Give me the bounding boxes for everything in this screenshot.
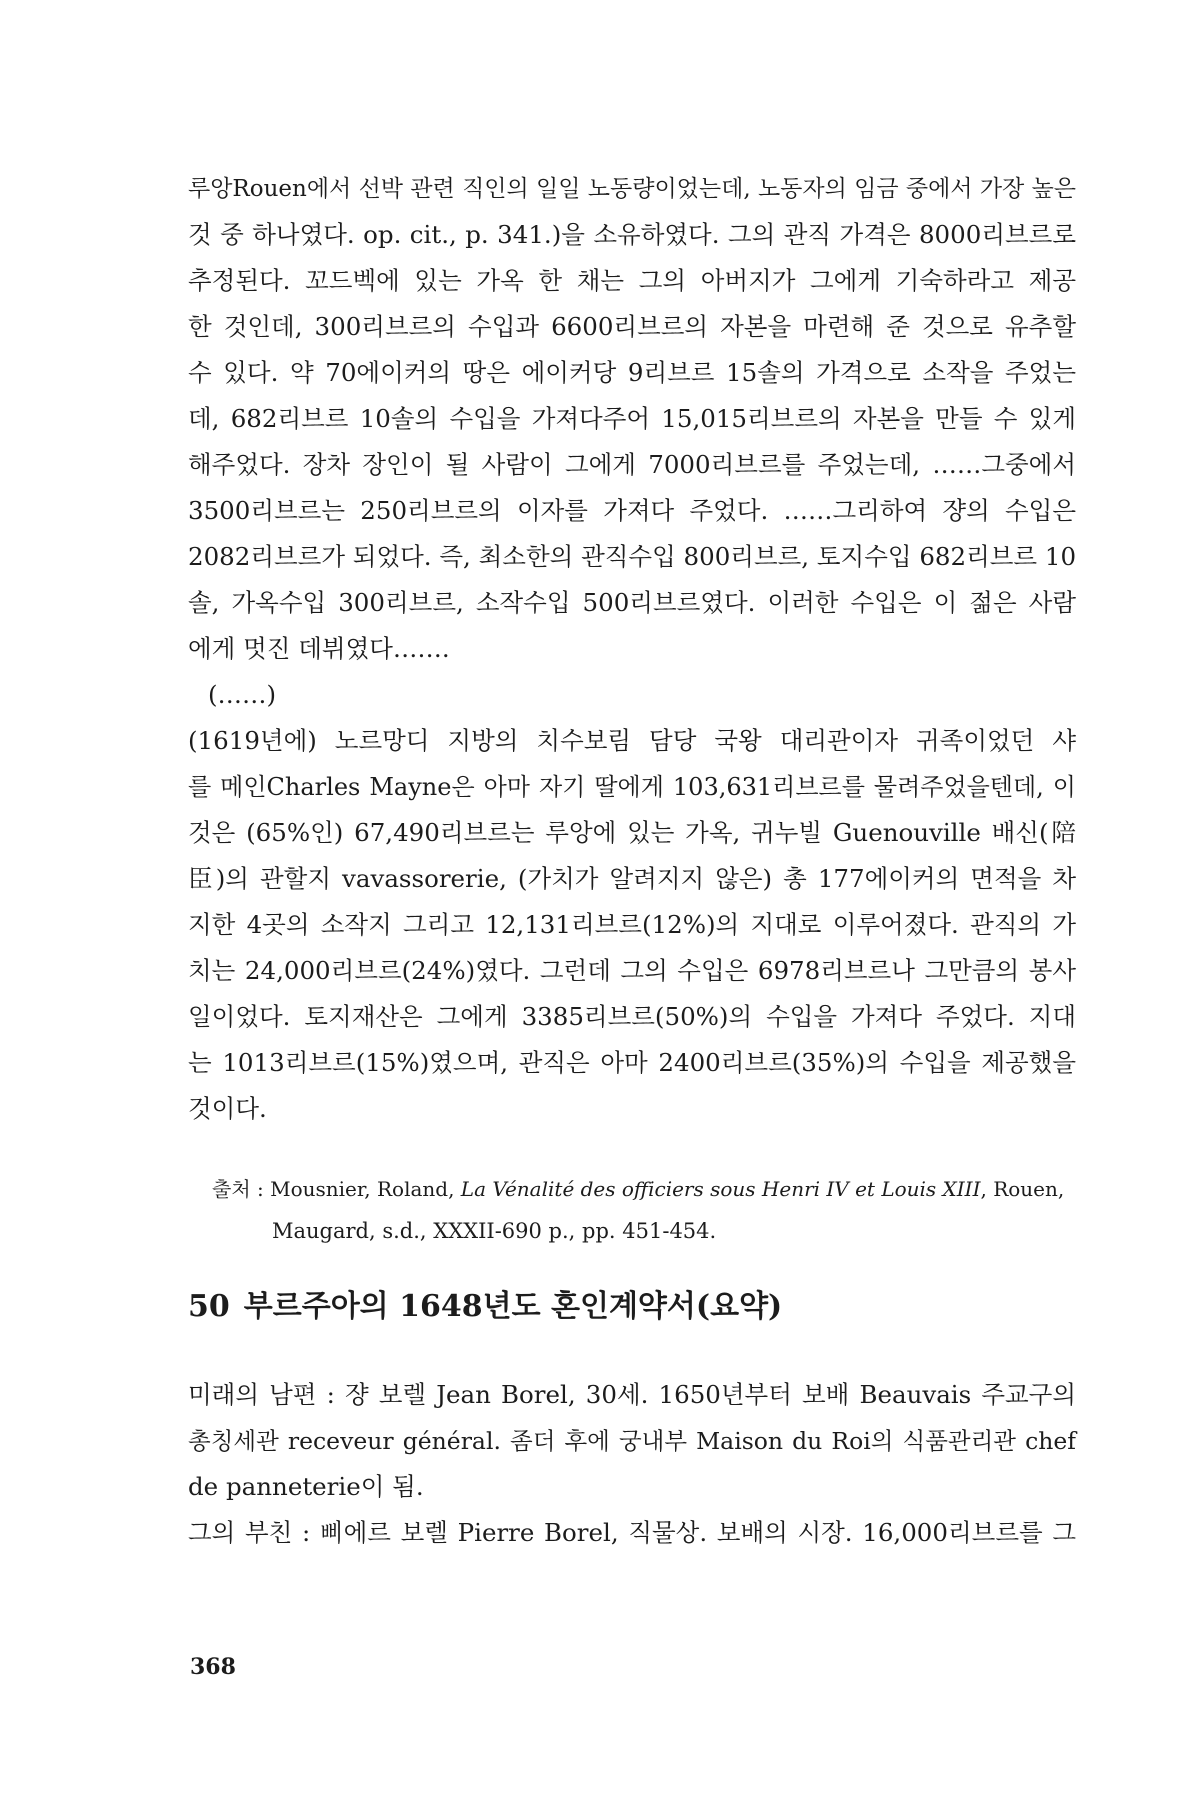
ellipsis-marker: (……)	[208, 680, 277, 709]
source-author: Mousnier, Roland,	[270, 1177, 461, 1201]
source-line: Maugard, s.d., XXXII-690 p., pp. 451-454.	[272, 1219, 717, 1243]
page-number: 368	[190, 1654, 236, 1680]
body-line: 지한 4곳의 소작지 그리고 12,131리브르(12%)의 지대로 이루어졌다. 관직의 가	[188, 910, 1076, 939]
body-line: 에게 멋진 데뷔였다…….	[188, 634, 450, 663]
body-line: 일이었다. 토지재산은 그에게 3385리브르(50%)의 수입을 가져다 주었다. 지대	[188, 1002, 1076, 1031]
contract-line: de panneterie이 됨.	[188, 1472, 424, 1501]
body-line: 루앙Rouen에서 선박 관련 직인의 일일 노동량이었는데, 노동자의 임금 중에서 가장 높은	[188, 176, 1077, 202]
body-line: 는 1013리브르(15%)였으며, 관직은 아마 2400리브르(35%)의 수입을 제공했을	[188, 1048, 1076, 1077]
body-line: 치는 24,000리브르(24%)였다. 그런데 그의 수입은 6978리브르나 그만큼의 봉사	[188, 956, 1076, 985]
body-line: 것 중 하나였다. op. cit., p. 341.)을 소유하였다. 그의 관직 가격은 8000리브르로	[188, 220, 1076, 249]
source-line	[212, 1168, 1072, 1210]
contract-text	[188, 1372, 1076, 1556]
section-number: 50	[188, 1289, 230, 1324]
section-heading	[188, 1282, 1076, 1332]
contract-line: 총칭세관 receveur général. 좀더 후에 궁내부 Maison du Roi의 식품관리관 chef	[188, 1427, 1076, 1455]
body-line: 한 것인데, 300리브르의 수입과 6600리브르의 자본을 마련해 준 것으로 유추할	[188, 312, 1076, 341]
source-label: 출처 :	[212, 1177, 264, 1201]
body-line: 臣)의 관할지 vavassorerie, (가치가 알려지지 않은) 총 177에이커의 면적을 차	[188, 864, 1076, 893]
section-title: 부르주아의 1648년도 혼인계약서(요약)	[243, 1289, 783, 1324]
source-place: , Rouen,	[980, 1177, 1065, 1201]
body-line: 2082리브르가 되었다. 즉, 최소한의 관직수입 800리브르, 토지수입 682리브르 10	[188, 542, 1077, 571]
body-line: 것은 (65%인) 67,490리브르는 루앙에 있는 가옥, 귀누빌 Guenouville 배신(陪	[188, 818, 1076, 847]
contract-line: 미래의 남편 : 쟝 보렐 Jean Borel, 30세. 1650년부터 보배 Beauvais 주교구의	[188, 1380, 1076, 1409]
body-text	[188, 166, 1076, 1132]
body-line: 솔, 가옥수입 300리브르, 소작수입 500리브르였다. 이러한 수입은 이 젊은 사람	[188, 588, 1076, 617]
body-line: (1619년에) 노르망디 지방의 치수보림 담당 국왕 대리관이자 귀족이었던 샤	[188, 726, 1076, 755]
body-line: 추정된다. 꼬드벡에 있는 가옥 한 채는 그의 아버지가 그에게 기숙하라고 제공	[188, 266, 1076, 295]
source-title: La Vénalité des officiers sous Henri IV et Louis XIII	[460, 1177, 981, 1201]
contract-line: 그의 부친 : 삐에르 보렐 Pierre Borel, 직물상. 보배의 시장. 16,000리브르를 그	[188, 1518, 1076, 1547]
body-line: 3500리브르는 250리브르의 이자를 가져다 주었다. ……그리하여 쟝의 수입은	[188, 496, 1076, 525]
body-line: 수 있다. 약 70에이커의 땅은 에이커당 9리브르 15솔의 가격으로 소작을 주었는	[188, 358, 1076, 387]
body-line: 데, 682리브르 10솔의 수입을 가져다주어 15,015리브르의 자본을 만들 수 있게	[188, 404, 1076, 433]
source-citation	[212, 1168, 1072, 1252]
body-line: 를 메인Charles Mayne은 아마 자기 딸에게 103,631리브르를 물려주었을텐데, 이	[188, 773, 1076, 801]
body-line: 해주었다. 장차 장인이 될 사람이 그에게 7000리브르를 주었는데, ……그중에서	[188, 450, 1076, 479]
body-line: 것이다.	[188, 1094, 267, 1123]
